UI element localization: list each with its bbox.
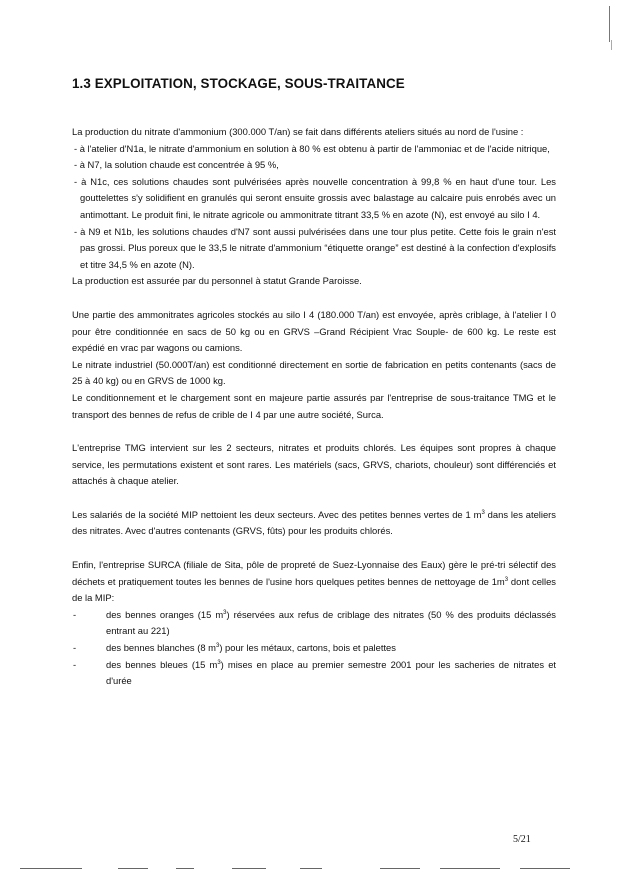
surca-text-a: Enfin, l'entreprise SURCA (filiale de Sita, pôle de propreté de Suez-Lyonnaise des Eaux) gère le pré-tri sélectif des déchets et pratiquement toutes les bennes de l'usine hors quelques petites bennes de nettoyage de 1m bbox=[72, 559, 556, 587]
paragraph-tmg: L'entreprise TMG intervient sur les 2 secteurs, nitrates et produits chlorés. Les équipes sont propres à chaque service, les permutations existent et sont rares. Les matériels (sacs, GRVS, chariots, chouleur) sont différenciés et attachés à chaque atelier. bbox=[72, 442, 556, 487]
scan-margin-mark-small bbox=[611, 40, 612, 50]
mip-text-b: dans les ateliers des nitrates. Avec d'autres contenants (GRVS, fûts) pour les produits chlorés. bbox=[72, 508, 556, 537]
superscript: 3 bbox=[504, 576, 509, 583]
paragraph-production-staff: La production est assurée par du personnel à statut Grande Paroisse. bbox=[72, 275, 362, 287]
production-item-n9-n1b: - à N9 et N1b, les solutions chaudes d'N7 sont aussi pulvérisées dans une tour plus petite. Cette fois le grain n'est pas grossi. Plus poreux que le 33,5 le nitrate d'ammonium “étiquette orange” est destiné à la confection d'explosifs et titre 34,5 % en azote (N). bbox=[74, 225, 556, 270]
paragraph-production-intro: La production du nitrate d'ammonium (300.000 T/an) se fait dans différents ateliers situés au nord de l'usine : bbox=[72, 126, 524, 137]
paragraph-conditionnement: Le conditionnement et le chargement sont en majeure partie assurés par l'entreprise de sous-traitance TMG et le transport des bennes de refus de crible de I 4 par une autre société, Surca. bbox=[72, 391, 556, 420]
production-item-n1c: - à N1c, ces solutions chaudes sont pulvérisées après nouvelle concentration à 99,8 % en haut d'une tour. Les gouttelettes s'y solidifient en granulés qui seront ensuite grossis avec balastage au calcaire puis enrobés avec un antimottant. Le produit fini, le nitrate agricole ou ammonitrate titrant 33,5 % en azote (N), est envoyé au silo I 4. bbox=[74, 175, 556, 220]
superscript: 3 bbox=[217, 659, 221, 666]
paragraph-mip bbox=[72, 507, 556, 540]
mip-text-a: Les salariés de la société MIP nettoient les deux secteurs. Avec des petites bennes vertes de 1 m bbox=[72, 508, 482, 520]
list-item-text: ) mises en place au premier semestre 2001 pour les sacheries de nitrates et d'urée bbox=[106, 658, 557, 687]
superscript: 3 bbox=[223, 609, 227, 616]
production-item-n1a: - à l'atelier d'N1a, le nitrate d'ammonium en solution à 80 % est obtenu à partir de l'ammoniac et de l'acide nitrique, bbox=[74, 142, 550, 154]
production-item-n7: - à N7, la solution chaude est concentrée à 95 %, bbox=[74, 159, 279, 171]
superscript: 3 bbox=[215, 642, 220, 649]
paragraph-surca bbox=[72, 557, 556, 607]
scan-margin-mark bbox=[609, 6, 610, 42]
list-item-text: des bennes blanches (8 m bbox=[106, 642, 216, 654]
list-dash: - bbox=[73, 658, 77, 670]
list-dash: - bbox=[73, 608, 77, 620]
superscript: 3 bbox=[481, 509, 485, 516]
paragraph-nitrate-industriel: Le nitrate industriel (50.000T/an) est conditionné directement en sortie de fabrication en petits contenants (sacs de 25 à 40 kg) ou en GRVS de 1000 kg. bbox=[72, 358, 556, 387]
list-item-text: ) pour les métaux, cartons, bois et palettes bbox=[219, 642, 396, 654]
surca-text-b: dont celles de la MIP: bbox=[72, 575, 556, 604]
bennes-list bbox=[72, 607, 556, 690]
list-item-text: ) réservées aux refus de criblage des nitrates (50 % des produits déclassés entrant au 221) bbox=[106, 608, 556, 637]
scan-bottom-marks bbox=[0, 868, 620, 872]
list-item bbox=[73, 657, 557, 690]
section-title: 1.3 EXPLOITATION, STOCKAGE, SOUS-TRAITANCE bbox=[72, 76, 405, 91]
page-number: 5/21 bbox=[513, 834, 531, 845]
list-item bbox=[73, 607, 556, 640]
list-item-text: des bennes oranges (15 m bbox=[106, 608, 224, 620]
list-dash: - bbox=[73, 642, 77, 654]
paragraph-ammonitrates: Une partie des ammonitrates agricoles stockés au silo I 4 (180.000 T/an) est envoyée, après criblage, à l'atelier I 0 pour être conditionnée en sacs de 50 kg ou en GRVS –Grand Récipient Vrac Souple- de 600 kg. Le reste est expédié en vrac par wagons ou camions. bbox=[72, 308, 556, 354]
body-text bbox=[72, 124, 556, 690]
list-item-text: des bennes bleues (15 m bbox=[106, 658, 218, 670]
list-item bbox=[73, 640, 556, 657]
